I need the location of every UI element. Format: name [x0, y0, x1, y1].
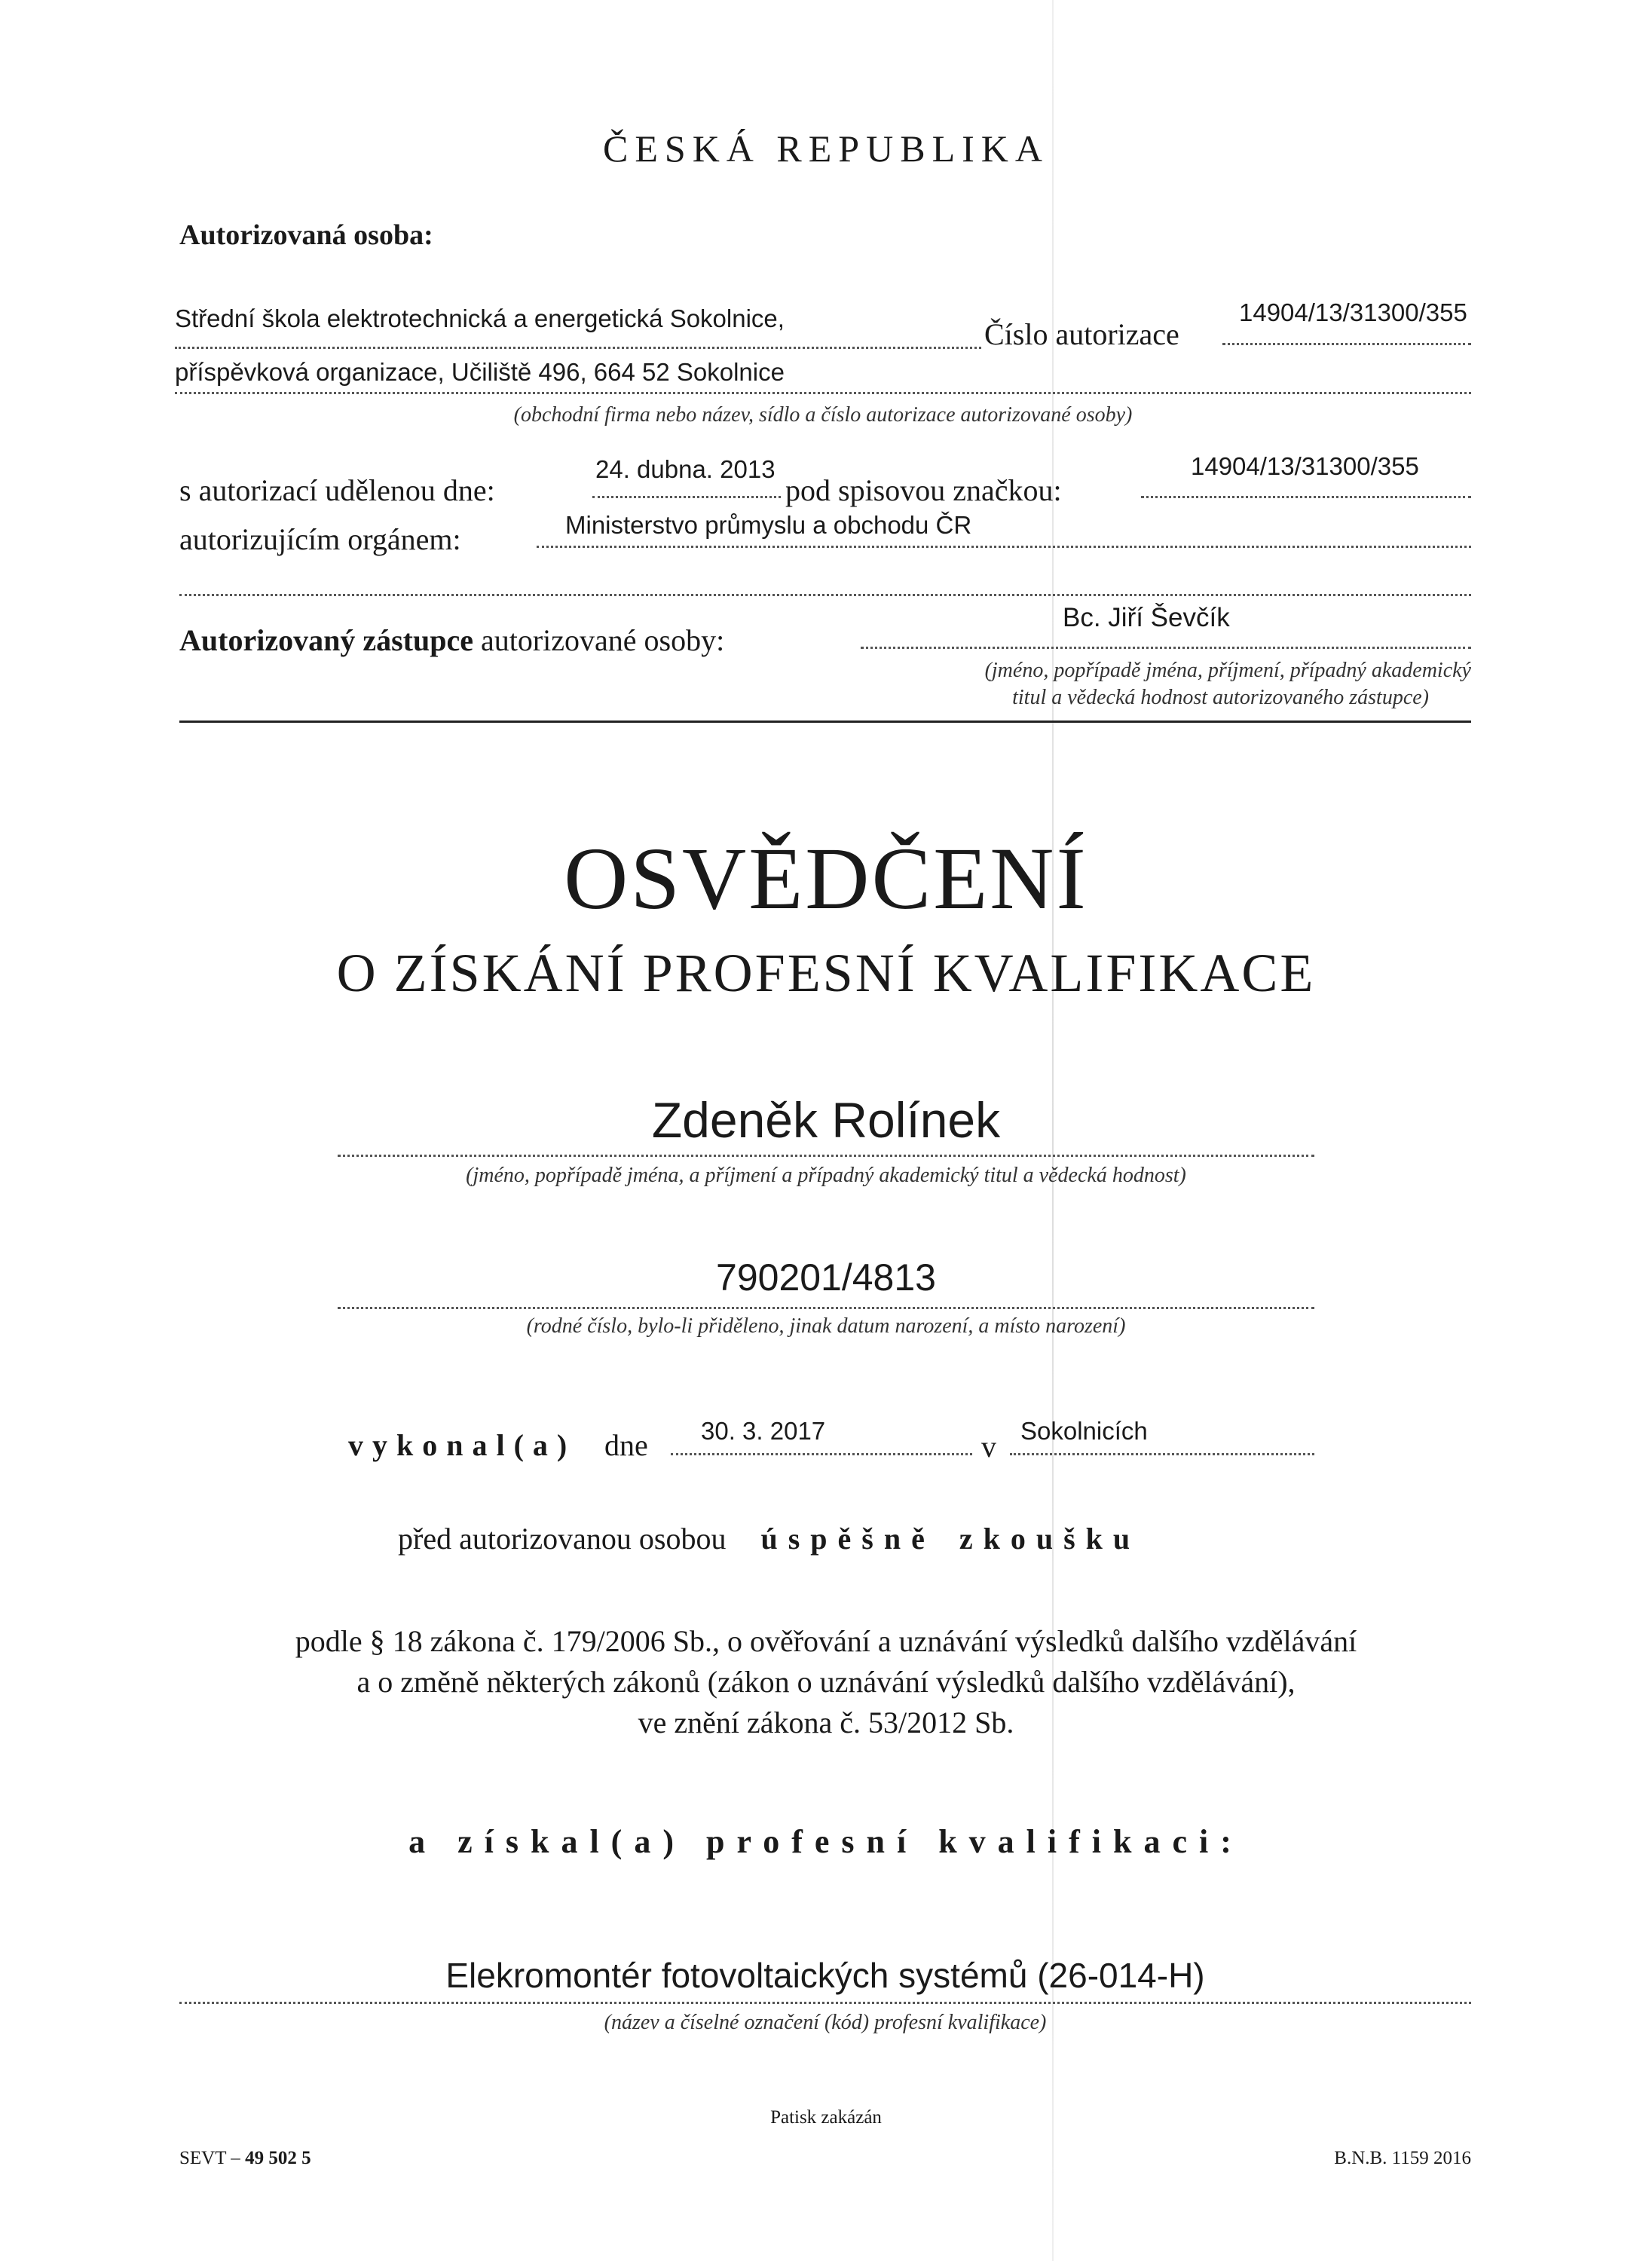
representative-label-bold: Autorizovaný zástupce: [179, 623, 473, 657]
form-code-prefix: SEVT –: [179, 2148, 240, 2168]
holder-name-dots: [338, 1155, 1314, 1157]
exam-label: zkoušku: [959, 1522, 1141, 1556]
form-code-number: 49 502 5: [245, 2148, 311, 2168]
file-ref: 14904/13/31300/355: [1191, 452, 1419, 480]
representative-name: Bc. Jiří Ševčík: [1063, 603, 1230, 632]
law-line-1: podle § 18 zákona č. 179/2006 Sb., o ověřování a uznávání výsledků dalšího vzdělávání: [295, 1624, 1357, 1658]
representative-caption-2: titul a vědecká hodnost autorizovaného zástupce): [1012, 686, 1429, 709]
exam-place: Sokolnicích: [1020, 1417, 1148, 1445]
success-label: úspěšně: [760, 1522, 935, 1556]
authorized-person-line2: příspěvková organizace, Učiliště 496, 664 52 Sokolnice: [175, 358, 785, 386]
authority-label: autorizujícím orgánem:: [179, 522, 461, 556]
holder-name: Zdeněk Rolínek: [651, 1092, 1001, 1148]
separator-dots: [179, 594, 1471, 596]
authorized-person-dots-2: [175, 392, 1471, 394]
authorized-person-label: Autorizovaná osoba:: [179, 219, 433, 251]
exam-date-dots: [671, 1453, 972, 1455]
granted-label: s autorizací udělenou dne:: [179, 473, 495, 507]
exam-date: 30. 3. 2017: [701, 1417, 826, 1445]
authority: Ministerstvo průmyslu a obchodu ČR: [565, 511, 972, 539]
authorization-number: 14904/13/31300/355: [1239, 298, 1467, 326]
exam-date-label: dne: [604, 1428, 648, 1462]
birth-number-dots: [338, 1307, 1314, 1309]
qualification-heading: a získal(a) profesní kvalifikaci:: [408, 1823, 1244, 1860]
qualification-name: Elekromontér fotovoltaických systémů (26-014-H): [445, 1956, 1205, 1995]
authorized-person-line1: Střední škola elektrotechnická a energetická Sokolnice,: [175, 304, 785, 332]
birth-caption: (rodné číslo, bylo-li přiděleno, jinak datum narození, a místo narození): [526, 1314, 1126, 1338]
authority-dots: [537, 546, 1471, 548]
granted-date: 24. dubna. 2013: [595, 455, 776, 483]
representative-label: [179, 623, 724, 658]
law-line-3: ve znění zákona č. 53/2012 Sb.: [638, 1706, 1014, 1739]
authorized-person-caption: (obchodní firma nebo název, sídlo a číslo autorizace autorizované osoby): [513, 403, 1133, 427]
representative-label-rest: autorizované osoby:: [480, 623, 725, 657]
exam-before-line: [398, 1521, 1140, 1556]
reprint-notice: Patisk zakázán: [770, 2107, 882, 2128]
holder-name-caption: (jméno, popřípadě jména, a příjmení a případný akademický titul a vědecká hodnost): [466, 1164, 1186, 1187]
certificate-subtitle: O ZÍSKÁNÍ PROFESNÍ KVALIFIKACE: [336, 943, 1316, 1003]
file-ref-dots: [1141, 496, 1471, 498]
exam-place-label: v: [981, 1430, 996, 1464]
performed-label: vykonal(a): [348, 1428, 577, 1462]
granted-date-dots: [592, 496, 781, 498]
authorization-number-dots: [1222, 343, 1471, 345]
country-heading: ČESKÁ REPUBLIKA: [603, 127, 1049, 170]
before-label: před autorizovanou osobou: [398, 1522, 727, 1556]
authorization-number-label: Číslo autorizace: [984, 317, 1179, 351]
representative-caption-1: (jméno, popřípadě jména, příjmení, případný akademický: [984, 659, 1471, 682]
form-code: [179, 2148, 311, 2169]
exam-place-dots: [1010, 1453, 1314, 1455]
law-line-2: a o změně některých zákonů (zákon o uznávání výsledků dalšího vzdělávání),: [356, 1665, 1296, 1699]
authorized-person-dots-1: [175, 347, 981, 349]
header-rule: [179, 721, 1471, 723]
print-reference: B.N.B. 1159 2016: [1334, 2148, 1471, 2168]
qualification-dots: [179, 2002, 1471, 2004]
qualification-caption: (název a číselné označení (kód) profesní kvalifikace): [604, 2011, 1047, 2034]
birth-number: 790201/4813: [716, 1256, 936, 1299]
file-ref-label: pod spisovou značkou:: [785, 473, 1062, 507]
certificate-title: OSVĚDČENÍ: [564, 829, 1088, 928]
representative-dots: [861, 647, 1471, 649]
